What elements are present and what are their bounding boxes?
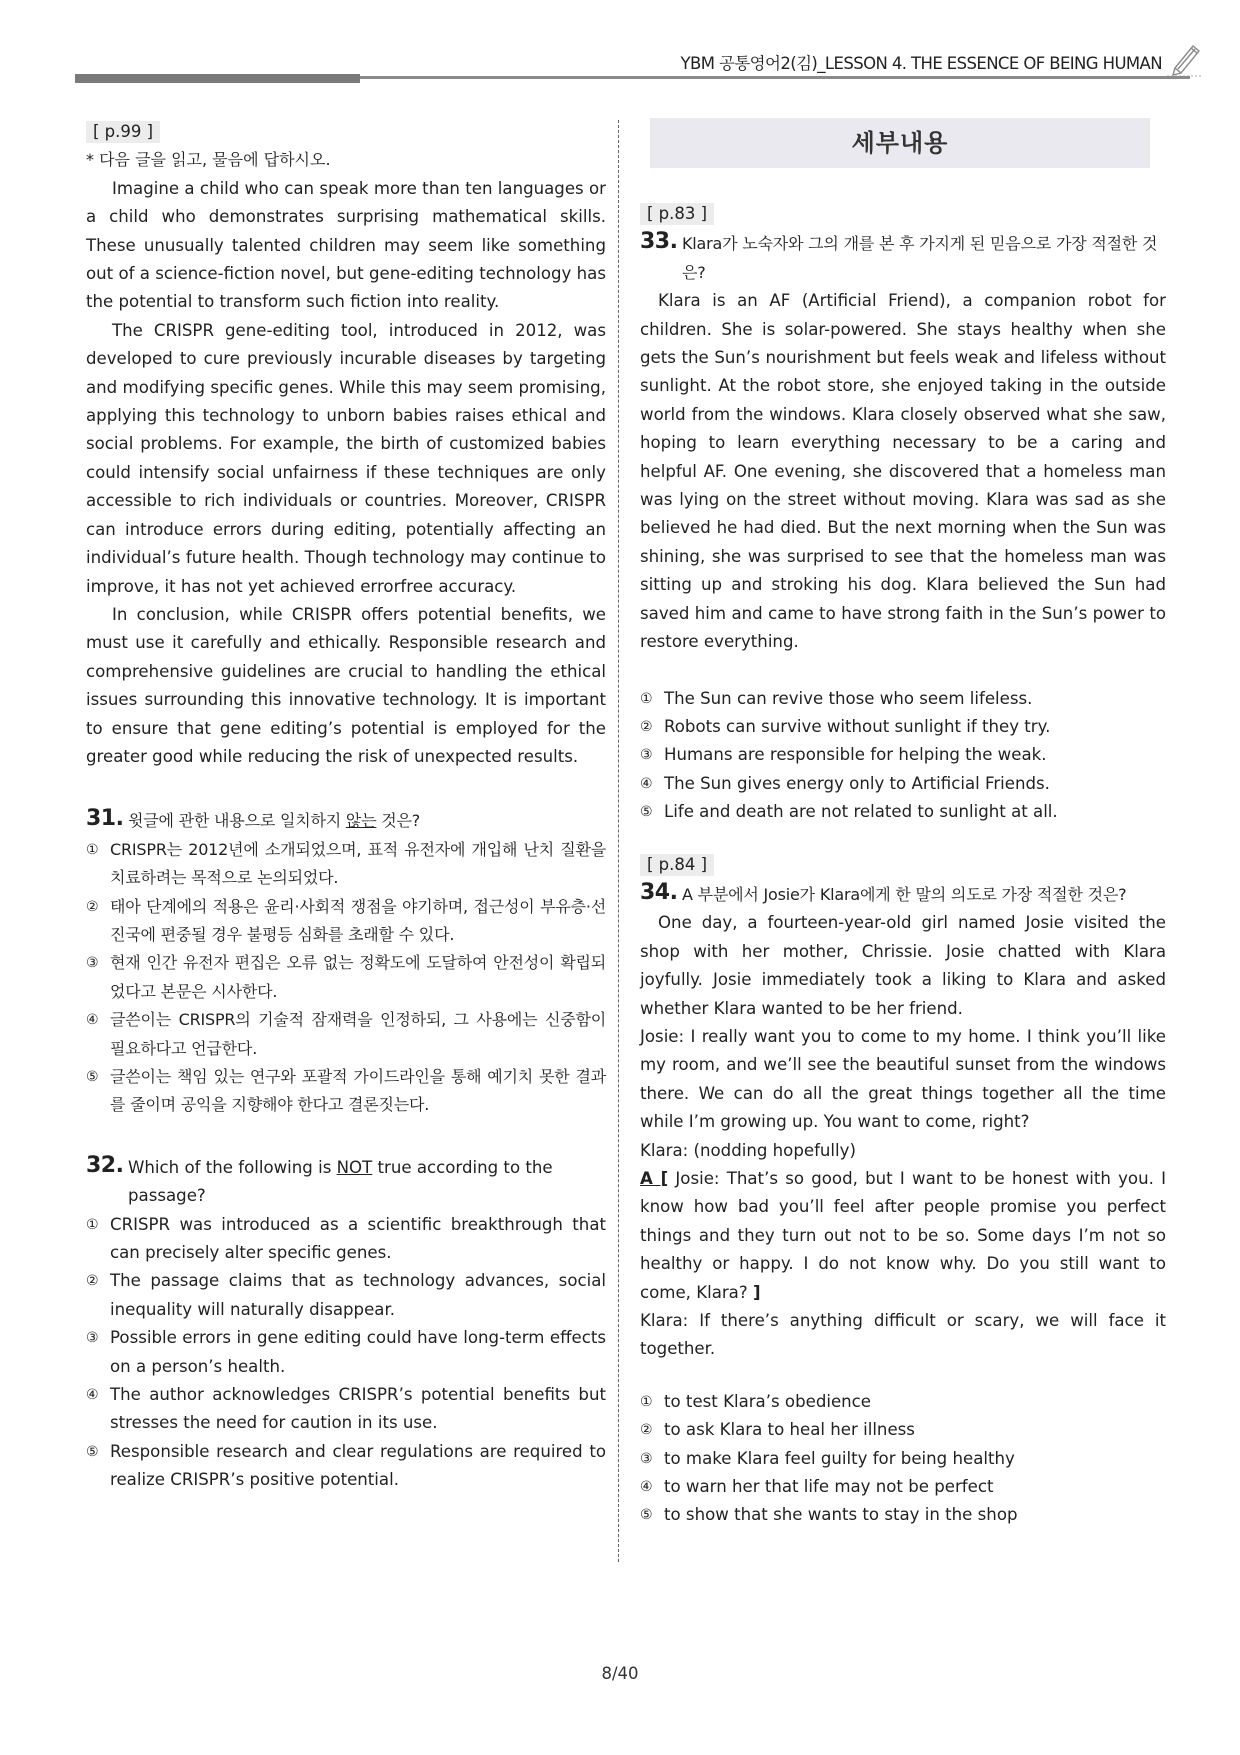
passage-paragraph-1: Imagine a child who can speak more than ten languages or a child who demonstrates surprising mathematical skills. These unusually talented children may seem like something out of a science-fiction novel, but gene-editing technology has the potential to transform such fiction into reality. — [86, 178, 606, 312]
section-title: 세부내용 — [650, 118, 1150, 168]
right-column — [640, 118, 1166, 1530]
q34-option-4[interactable]: ④ to warn her that life may not be perfect — [640, 1477, 994, 1497]
q34-option-5[interactable]: ⑤ to show that she wants to stay in the shop — [640, 1505, 1018, 1525]
question-31: 31. 윗글에 관한 내용으로 일치하지 않는 것은? — [86, 807, 606, 835]
q31-option-2[interactable]: ② 태아 단계에의 적용은 윤리·사회적 쟁점을 야기하며, 접근성이 부유층·선진국에 편중될 경우 불평등 심화를 초래할 수 있다. — [86, 896, 606, 944]
column-divider — [618, 120, 619, 1562]
left-column — [86, 118, 606, 1495]
question-number: 31. — [86, 806, 124, 832]
q34-option-3[interactable]: ③ to make Klara feel guilty for being healthy — [640, 1448, 1015, 1468]
q32-option-2[interactable]: ② The passage claims that as technology advances, social inequality will naturally disappear. — [86, 1271, 606, 1319]
q32-option-4[interactable]: ④ The author acknowledges CRISPR’s potential benefits but stresses the need for caution in its use. — [86, 1385, 606, 1433]
page-reference: [ p.99 ] — [86, 121, 160, 143]
page-number: 8/40 — [601, 1664, 639, 1683]
passage-paragraph-2: The CRISPR gene-editing tool, introduced in 2012, was developed to cure previously incurable diseases by targeting and modifying specific genes. While this may seem promising, applying this technology to unborn babies raises ethical and social problems. For example, the birth of customized babies could intensify social unfairness if these techniques are only accessible to rich individuals or countries. Moreover, CRISPR can introduce errors during editing, potentially affecting an individual’s future health. Though technology may continue to improve, it has not yet achieved errorfree accuracy. — [86, 320, 606, 596]
bracket-marker-open: A [ — [640, 1169, 669, 1188]
q31-option-5[interactable]: ⑤ 글쓴이는 책임 있는 연구와 포괄적 가이드라인을 통해 예기치 못한 결과를 줄이며 공익을 지향해야 한다고 결론짓는다. — [86, 1067, 606, 1115]
q34-dialogue-josie-2: A [ Josie: That’s so good, but I want to be honest with you. I know how bad you’ll feel after people promise you perfect things and they turn out not to be so. Some days I’m not so healthy or happy. I do not know why. Do you still want to come, Klara? ] — [640, 1169, 1166, 1302]
header-bar-accent — [75, 74, 360, 83]
q33-option-3[interactable]: ③ Humans are responsible for helping the weak. — [640, 745, 1047, 765]
instruction: * 다음 글을 읽고, 물음에 답하시오. — [86, 150, 331, 170]
q34-dialogue-josie-1: Josie: I really want you to come to my home. I think you’ll like my room, and we’ll see the beautiful sunset from the windows there. We can do all the great things together all the time while I’m growing up. You want to come, right? — [640, 1026, 1166, 1132]
question-number: 32. — [86, 1152, 124, 1178]
q34-dialogue-klara-1: Klara: (nodding hopefully) — [640, 1140, 856, 1160]
q33-option-1[interactable]: ① The Sun can revive those who seem lifeless. — [640, 688, 1033, 708]
q32-option-5[interactable]: ⑤ Responsible research and clear regulations are required to realize CRISPR’s positive potential. — [86, 1441, 606, 1490]
passage-paragraph-3: In conclusion, while CRISPR offers potential benefits, we must use it carefully and ethically. Responsible research and comprehensive guidelines are crucial to handling the ethical issues surrounding this innovative technology. It is important to ensure that gene editing’s potential is employed for the greater good while reducing the risk of unexpected results. — [86, 604, 606, 766]
pencil-icon — [1165, 38, 1205, 78]
question-34: 34. A 부분에서 Josie가 Klara에게 한 말의 의도로 가장 적절한 것은? — [640, 881, 1166, 909]
underlined-word: NOT — [336, 1157, 373, 1177]
q34-dialogue-klara-2: Klara: If there’s anything difficult or scary, we will face it together. — [640, 1311, 1166, 1359]
question-number: 33. — [640, 229, 678, 255]
question-33: 33. Klara가 노숙자와 그의 개를 본 후 가지게 된 믿음으로 가장 적절한 것은? — [640, 229, 1158, 282]
q33-option-5[interactable]: ⑤ Life and death are not related to sunlight at all. — [640, 802, 1058, 822]
q33-option-4[interactable]: ④ The Sun gives energy only to Artificial Friends. — [640, 773, 1050, 793]
q31-option-3[interactable]: ③ 현재 인간 유전자 편집은 오류 없는 정확도에 도달하여 안전성이 확립되었다고 본문은 시사한다. — [86, 953, 606, 1001]
page-reference: [ p.84 ] — [640, 854, 714, 876]
bracket-marker-close: ] — [752, 1282, 761, 1302]
q32-option-3[interactable]: ③ Possible errors in gene editing could have long-term effects on a person’s health. — [86, 1328, 606, 1376]
question-32: 32. Which of the following is NOT true according to the passage? — [86, 1152, 553, 1206]
q32-option-1[interactable]: ① CRISPR was introduced as a scientific breakthrough that can precisely alter specific genes. — [86, 1214, 606, 1263]
q33-option-2[interactable]: ② Robots can survive without sunlight if they try. — [640, 716, 1051, 736]
page-reference: [ p.83 ] — [640, 203, 714, 225]
document-header-title: YBM 공통영어2(김)_LESSON 4. THE ESSENCE OF BEING HUMAN — [680, 54, 1162, 73]
q31-option-1[interactable]: ① CRISPR는 2012년에 소개되었으며, 표적 유전자에 개입해 난치 질환을 치료하려는 목적으로 논의되었다. — [86, 839, 606, 888]
q33-passage: Klara is an AF (Artificial Friend), a companion robot for children. She is solar-powered. She stays healthy when she gets the Sun’s nourishment but feels weak and lifeless without sunlight. At the robot store, she enjoyed taking in the outside world from the windows. Klara closely observed what she saw, hoping to learn everything necessary to be a caring and helpful AF. One evening, she discovered that a homeless man was lying on the street without moving. Klara was sad as she believed he had died. But the next morning when the Sun was shining, she was surprised to see that the homeless man was sitting up and stroking his dog. Klara believed the Sun had saved him and came to have strong faith in the Sun’s power to restore everything. — [640, 291, 1166, 652]
question-number: 34. — [640, 879, 678, 905]
q34-option-2[interactable]: ② to ask Klara to heal her illness — [640, 1420, 915, 1440]
header-rule — [360, 76, 1190, 79]
q31-option-4[interactable]: ④ 글쓴이는 CRISPR의 기술적 잠재력을 인정하되, 그 사용에는 신중함이 필요하다고 언급한다. — [86, 1010, 606, 1058]
underlined-word: 않는 — [345, 811, 377, 831]
q34-passage-intro: One day, a fourteen-year-old girl named Josie visited the shop with her mother, Chrissie. Josie chatted with Klara joyfully. Josie immediately took a liking to Klara and asked whether Klara wanted to be her friend. — [640, 913, 1166, 1018]
q34-option-1[interactable]: ① to test Klara’s obedience — [640, 1391, 872, 1411]
